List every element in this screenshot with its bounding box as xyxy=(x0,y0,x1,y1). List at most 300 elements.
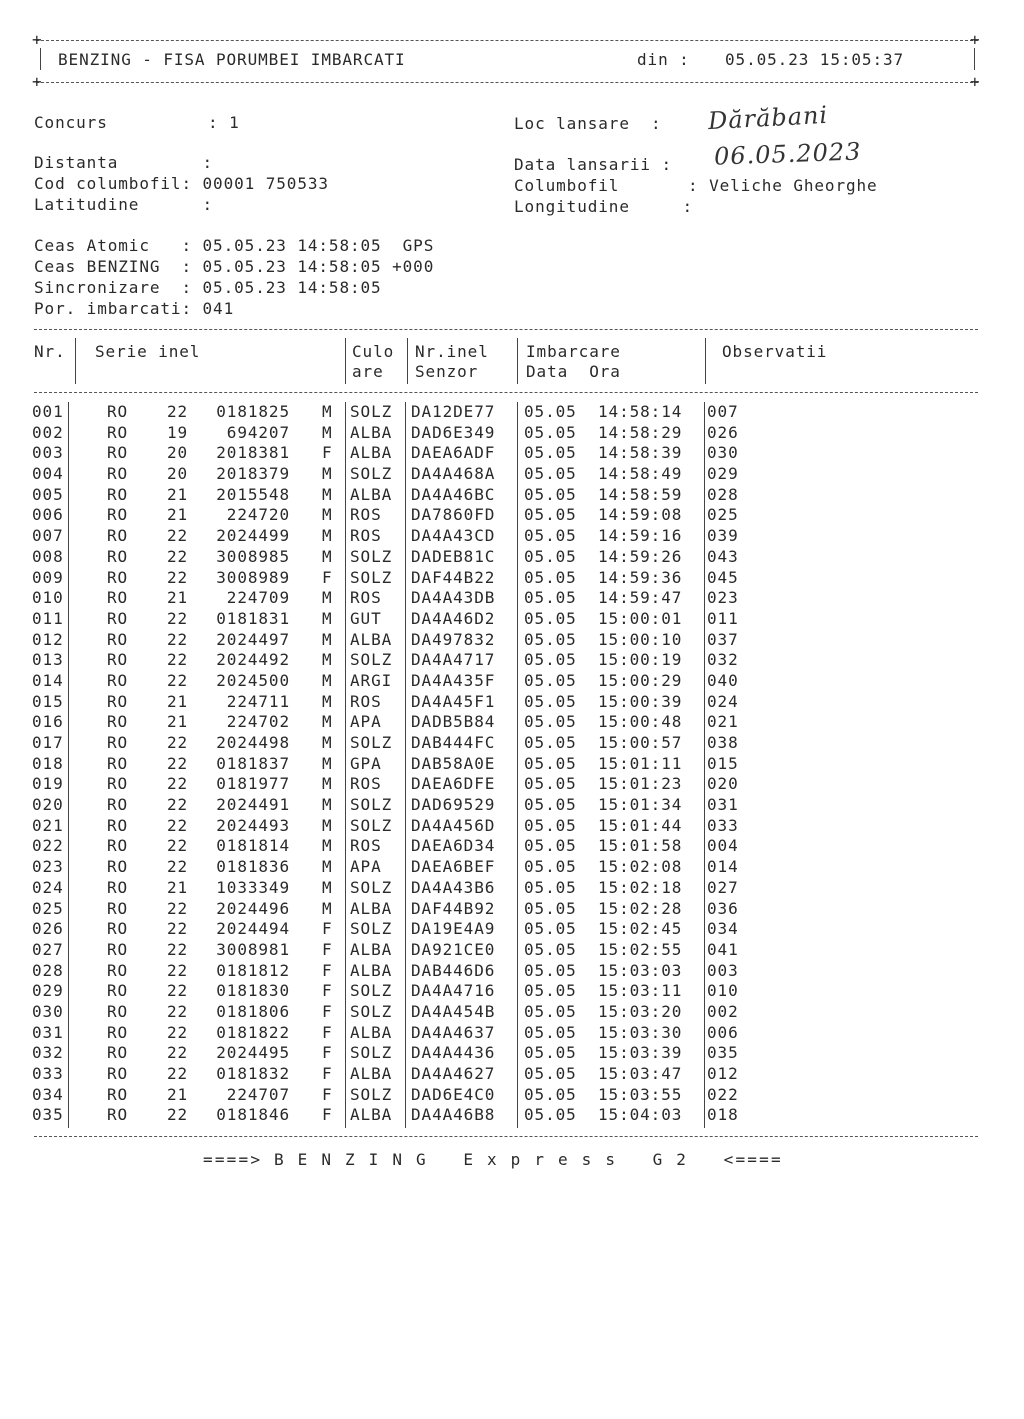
row-data: 05.05 xyxy=(524,774,577,794)
row-ora: 15:00:01 xyxy=(598,608,683,628)
row-inel: 2018379 xyxy=(216,464,290,484)
row-senzor: DA4A4627 xyxy=(411,1064,496,1083)
row-observatii: 010 xyxy=(707,981,739,1001)
table-row xyxy=(32,712,792,733)
row-ora: 15:01:44 xyxy=(598,815,683,835)
row-sex: F xyxy=(322,443,333,463)
row-inel: 0181830 xyxy=(216,981,290,1001)
row-sex: M xyxy=(322,877,333,897)
row-an: 22 xyxy=(167,1043,189,1063)
row-observatii: 039 xyxy=(707,526,739,546)
row-observatii: 007 xyxy=(707,402,739,421)
row-inel: 224709 xyxy=(226,588,290,608)
row-inel: 0181836 xyxy=(216,857,290,877)
row-an: 22 xyxy=(167,1105,189,1125)
row-data: 05.05 xyxy=(524,443,577,463)
table-header-rule xyxy=(34,392,978,393)
row-an: 22 xyxy=(167,650,189,670)
row-data: 05.05 xyxy=(524,464,577,484)
row-ora: 15:00:57 xyxy=(598,733,683,752)
row-observatii: 027 xyxy=(707,877,739,897)
row-nr: 001 xyxy=(32,402,64,421)
col-sep-imbarcare xyxy=(705,338,706,384)
row-data: 05.05 xyxy=(524,753,577,773)
row-sex: F xyxy=(322,1001,333,1021)
row-tara: RO xyxy=(107,898,129,918)
row-observatii: 011 xyxy=(707,608,739,628)
col-sep-serie xyxy=(345,338,346,384)
table-row xyxy=(32,961,792,982)
row-observatii: 023 xyxy=(707,588,739,608)
row-culoare: GPA xyxy=(350,753,382,773)
row-tara: RO xyxy=(107,567,129,587)
row-culoare: SOLZ xyxy=(350,795,393,815)
row-nr: 003 xyxy=(32,443,64,463)
row-observatii: 018 xyxy=(707,1105,739,1125)
row-sex: F xyxy=(322,567,333,587)
row-ora: 15:03:03 xyxy=(598,960,683,980)
row-senzor: DA921CE0 xyxy=(411,939,496,959)
row-nr: 018 xyxy=(32,753,64,773)
col-header-are: are xyxy=(352,362,384,381)
row-tara: RO xyxy=(107,443,129,463)
row-tara: RO xyxy=(107,815,129,835)
table-row xyxy=(32,1023,792,1044)
row-tara: RO xyxy=(107,484,129,504)
col-header-observatii: Observatii xyxy=(722,342,828,361)
col-header-serie: Serie inel xyxy=(95,342,201,361)
row-inel: 0181822 xyxy=(216,1022,290,1042)
table-row xyxy=(32,1105,792,1126)
distanta-label: Distanta : xyxy=(34,153,214,172)
row-an: 21 xyxy=(167,484,189,504)
footer-brand: ====> B E N Z I N G E x p r e s s G 2 <==== xyxy=(203,1150,783,1169)
row-ora: 14:59:16 xyxy=(598,526,683,546)
row-sex: F xyxy=(322,1105,333,1125)
table-row xyxy=(32,940,792,961)
row-ora: 14:59:36 xyxy=(598,567,683,587)
row-culoare: ALBA xyxy=(350,484,393,504)
table-row xyxy=(32,526,792,547)
table-row xyxy=(32,671,792,692)
row-observatii: 034 xyxy=(707,919,739,939)
row-senzor: DADEB81C xyxy=(411,546,496,566)
table-row xyxy=(32,402,792,423)
table-row xyxy=(32,630,792,651)
row-data: 05.05 xyxy=(524,836,577,856)
row-sex: M xyxy=(322,712,333,732)
row-senzor: DAEA6ADF xyxy=(411,443,496,463)
row-an: 22 xyxy=(167,774,189,794)
row-culoare: ALBA xyxy=(350,939,393,959)
report-timestamp: 05.05.23 15:05:37 xyxy=(725,50,905,69)
row-tara: RO xyxy=(107,1105,129,1125)
row-observatii: 030 xyxy=(707,443,739,463)
row-tara: RO xyxy=(107,1084,129,1104)
row-an: 22 xyxy=(167,1064,189,1083)
row-ora: 15:01:11 xyxy=(598,753,683,773)
row-sex: M xyxy=(322,588,333,608)
row-tara: RO xyxy=(107,464,129,484)
row-ora: 15:03:47 xyxy=(598,1064,683,1083)
row-tara: RO xyxy=(107,1064,129,1083)
row-an: 22 xyxy=(167,753,189,773)
loc-lansare-label: Loc lansare : xyxy=(514,114,662,133)
table-row xyxy=(32,568,792,589)
row-observatii: 028 xyxy=(707,484,739,504)
row-an: 22 xyxy=(167,960,189,980)
row-an: 22 xyxy=(167,981,189,1001)
row-sex: M xyxy=(322,402,333,421)
row-data: 05.05 xyxy=(524,650,577,670)
row-culoare: SOLZ xyxy=(350,877,393,897)
row-culoare: APA xyxy=(350,857,382,877)
table-row xyxy=(32,754,792,775)
row-nr: 019 xyxy=(32,774,64,794)
row-culoare: ALBA xyxy=(350,1064,393,1083)
row-senzor: DAB446D6 xyxy=(411,960,496,980)
row-tara: RO xyxy=(107,1043,129,1063)
row-senzor: DA4A4436 xyxy=(411,1043,496,1063)
row-senzor: DA12DE77 xyxy=(411,402,496,421)
row-nr: 005 xyxy=(32,484,64,504)
row-data: 05.05 xyxy=(524,960,577,980)
col-sep-nr xyxy=(75,338,76,384)
row-inel: 2024499 xyxy=(216,526,290,546)
row-nr: 002 xyxy=(32,422,64,442)
row-ora: 15:02:08 xyxy=(598,857,683,877)
row-senzor: DAD69529 xyxy=(411,795,496,815)
row-data: 05.05 xyxy=(524,857,577,877)
row-ora: 15:00:29 xyxy=(598,670,683,690)
row-observatii: 040 xyxy=(707,670,739,690)
row-inel: 0181831 xyxy=(216,608,290,628)
row-data: 05.05 xyxy=(524,484,577,504)
row-tara: RO xyxy=(107,774,129,794)
row-sex: M xyxy=(322,464,333,484)
row-tara: RO xyxy=(107,795,129,815)
row-sex: F xyxy=(322,1064,333,1083)
row-senzor: DA7860FD xyxy=(411,505,496,525)
row-ora: 15:04:03 xyxy=(598,1105,683,1125)
row-observatii: 038 xyxy=(707,733,739,752)
row-data: 05.05 xyxy=(524,588,577,608)
row-observatii: 014 xyxy=(707,857,739,877)
row-an: 22 xyxy=(167,919,189,939)
row-an: 22 xyxy=(167,795,189,815)
ceas-benzing: Ceas BENZING : 05.05.23 14:58:05 +000 xyxy=(34,257,435,276)
columbofil-label: Columbofil xyxy=(514,176,620,195)
row-senzor: DAD6E4C0 xyxy=(411,1084,496,1104)
row-ora: 15:02:55 xyxy=(598,939,683,959)
row-inel: 224720 xyxy=(226,505,290,525)
row-data: 05.05 xyxy=(524,1043,577,1063)
col-header-culo: Culo xyxy=(352,342,395,361)
sincronizare: Sincronizare : 05.05.23 14:58:05 xyxy=(34,278,382,297)
row-nr: 030 xyxy=(32,1001,64,1021)
row-data: 05.05 xyxy=(524,919,577,939)
table-row xyxy=(32,423,792,444)
loc-lansare-handwritten: Dărăbani xyxy=(707,100,829,136)
row-tara: RO xyxy=(107,546,129,566)
table-row xyxy=(32,547,792,568)
title-corner-br: + xyxy=(970,72,981,91)
row-observatii: 025 xyxy=(707,505,739,525)
col-header-imbarcare: Imbarcare xyxy=(526,342,621,361)
row-inel: 3008985 xyxy=(216,546,290,566)
row-culoare: ROS xyxy=(350,691,382,711)
row-an: 21 xyxy=(167,1084,189,1104)
row-culoare: ALBA xyxy=(350,443,393,463)
data-lansarii-handwritten: 06.05.2023 xyxy=(713,137,862,171)
data-lansarii-label: Data lansarii : xyxy=(514,155,673,174)
row-culoare: SOLZ xyxy=(350,733,393,752)
row-inel: 2024500 xyxy=(216,670,290,690)
row-sex: M xyxy=(322,774,333,794)
row-data: 05.05 xyxy=(524,1022,577,1042)
row-observatii: 045 xyxy=(707,567,739,587)
row-culoare: ROS xyxy=(350,526,382,546)
table-row xyxy=(32,464,792,485)
row-inel: 224711 xyxy=(226,691,290,711)
row-an: 19 xyxy=(167,422,189,442)
col-header-nrinel: Nr.inel xyxy=(415,342,489,361)
row-culoare: ARGI xyxy=(350,670,393,690)
row-senzor: DAB444FC xyxy=(411,733,496,752)
row-culoare: ROS xyxy=(350,774,382,794)
row-sex: M xyxy=(322,422,333,442)
row-ora: 15:02:45 xyxy=(598,919,683,939)
row-data: 05.05 xyxy=(524,629,577,649)
row-observatii: 026 xyxy=(707,422,739,442)
table-row xyxy=(32,795,792,816)
row-ora: 15:00:48 xyxy=(598,712,683,732)
row-nr: 035 xyxy=(32,1105,64,1125)
row-tara: RO xyxy=(107,402,129,421)
row-an: 21 xyxy=(167,877,189,897)
row-culoare: SOLZ xyxy=(350,1084,393,1104)
row-tara: RO xyxy=(107,733,129,752)
row-senzor: DA4A4716 xyxy=(411,981,496,1001)
row-tara: RO xyxy=(107,960,129,980)
row-inel: 1033349 xyxy=(216,877,290,897)
table-row xyxy=(32,878,792,899)
row-an: 22 xyxy=(167,733,189,752)
row-culoare: SOLZ xyxy=(350,981,393,1001)
row-data: 05.05 xyxy=(524,815,577,835)
row-inel: 0181832 xyxy=(216,1064,290,1083)
row-observatii: 035 xyxy=(707,1043,739,1063)
row-ora: 14:58:39 xyxy=(598,443,683,463)
table-row xyxy=(32,899,792,920)
row-inel: 2018381 xyxy=(216,443,290,463)
table-row xyxy=(32,1043,792,1064)
row-ora: 15:01:23 xyxy=(598,774,683,794)
row-inel: 2024495 xyxy=(216,1043,290,1063)
table-row xyxy=(32,505,792,526)
row-nr: 013 xyxy=(32,650,64,670)
row-culoare: SOLZ xyxy=(350,919,393,939)
row-senzor: DAD6E349 xyxy=(411,422,496,442)
row-an: 22 xyxy=(167,670,189,690)
row-data: 05.05 xyxy=(524,422,577,442)
row-nr: 028 xyxy=(32,960,64,980)
title-left-border xyxy=(40,48,41,70)
row-ora: 14:58:29 xyxy=(598,422,683,442)
report-din-label: din : xyxy=(637,50,690,69)
row-inel: 0181812 xyxy=(216,960,290,980)
row-nr: 026 xyxy=(32,919,64,939)
row-tara: RO xyxy=(107,691,129,711)
row-culoare: ALBA xyxy=(350,960,393,980)
table-row xyxy=(32,1064,792,1085)
row-sex: F xyxy=(322,1084,333,1104)
row-sex: M xyxy=(322,836,333,856)
concurs-label: Concurs xyxy=(34,113,108,132)
col-sep-senzor xyxy=(517,338,518,384)
col-sep-culoare xyxy=(407,338,408,384)
row-culoare: SOLZ xyxy=(350,815,393,835)
row-data: 05.05 xyxy=(524,1084,577,1104)
row-ora: 15:02:18 xyxy=(598,877,683,897)
row-observatii: 022 xyxy=(707,1084,739,1104)
row-culoare: ALBA xyxy=(350,898,393,918)
row-tara: RO xyxy=(107,919,129,939)
row-nr: 017 xyxy=(32,733,64,752)
row-data: 05.05 xyxy=(524,712,577,732)
row-data: 05.05 xyxy=(524,981,577,1001)
row-culoare: ALBA xyxy=(350,422,393,442)
row-tara: RO xyxy=(107,712,129,732)
row-observatii: 006 xyxy=(707,1022,739,1042)
row-ora: 15:01:34 xyxy=(598,795,683,815)
row-observatii: 029 xyxy=(707,464,739,484)
row-observatii: 024 xyxy=(707,691,739,711)
row-data: 05.05 xyxy=(524,546,577,566)
table-row xyxy=(32,485,792,506)
row-an: 22 xyxy=(167,1022,189,1042)
row-sex: M xyxy=(322,629,333,649)
row-sex: F xyxy=(322,981,333,1001)
table-row xyxy=(32,692,792,713)
row-an: 20 xyxy=(167,464,189,484)
row-ora: 14:59:47 xyxy=(598,588,683,608)
row-tara: RO xyxy=(107,753,129,773)
row-culoare: SOLZ xyxy=(350,464,393,484)
row-culoare: SOLZ xyxy=(350,567,393,587)
table-row xyxy=(32,650,792,671)
row-ora: 15:03:39 xyxy=(598,1043,683,1063)
row-tara: RO xyxy=(107,526,129,546)
row-an: 22 xyxy=(167,402,189,421)
table-row xyxy=(32,816,792,837)
title-right-border xyxy=(974,48,975,70)
col-header-senzor: Senzor xyxy=(415,362,479,381)
row-data: 05.05 xyxy=(524,1105,577,1125)
row-nr: 009 xyxy=(32,567,64,587)
row-culoare: ROS xyxy=(350,588,382,608)
row-nr: 015 xyxy=(32,691,64,711)
row-senzor: DA4A43DB xyxy=(411,588,496,608)
row-an: 22 xyxy=(167,898,189,918)
row-ora: 15:03:30 xyxy=(598,1022,683,1042)
row-culoare: GUT xyxy=(350,608,382,628)
row-observatii: 031 xyxy=(707,795,739,815)
row-ora: 14:58:59 xyxy=(598,484,683,504)
row-observatii: 032 xyxy=(707,650,739,670)
row-data: 05.05 xyxy=(524,795,577,815)
row-data: 05.05 xyxy=(524,608,577,628)
row-senzor: DAEA6BEF xyxy=(411,857,496,877)
row-senzor: DA4A46D2 xyxy=(411,608,496,628)
concurs-value: : 1 xyxy=(208,113,240,132)
row-observatii: 015 xyxy=(707,753,739,773)
col-header-nr: Nr. xyxy=(34,342,66,361)
table-row xyxy=(32,836,792,857)
row-nr: 024 xyxy=(32,877,64,897)
row-nr: 012 xyxy=(32,629,64,649)
row-tara: RO xyxy=(107,505,129,525)
row-nr: 023 xyxy=(32,857,64,877)
title-corner-tl: + xyxy=(32,30,43,49)
table-row xyxy=(32,981,792,1002)
row-tara: RO xyxy=(107,836,129,856)
row-an: 22 xyxy=(167,608,189,628)
row-nr: 032 xyxy=(32,1043,64,1063)
row-sex: M xyxy=(322,526,333,546)
row-sex: F xyxy=(322,1022,333,1042)
row-ora: 15:03:11 xyxy=(598,981,683,1001)
row-ora: 14:58:14 xyxy=(598,402,683,421)
row-inel: 2024494 xyxy=(216,919,290,939)
row-inel: 2024496 xyxy=(216,898,290,918)
row-nr: 014 xyxy=(32,670,64,690)
row-observatii: 002 xyxy=(707,1001,739,1021)
latitudine-label: Latitudine : xyxy=(34,195,214,214)
row-ora: 14:59:26 xyxy=(598,546,683,566)
row-data: 05.05 xyxy=(524,505,577,525)
table-row xyxy=(32,443,792,464)
row-observatii: 037 xyxy=(707,629,739,649)
title-top-rule xyxy=(36,40,978,41)
row-an: 22 xyxy=(167,857,189,877)
row-nr: 020 xyxy=(32,795,64,815)
row-ora: 14:58:49 xyxy=(598,464,683,484)
row-senzor: DA4A45F1 xyxy=(411,691,496,711)
row-ora: 14:59:08 xyxy=(598,505,683,525)
row-senzor: DA497832 xyxy=(411,629,496,649)
row-an: 21 xyxy=(167,691,189,711)
row-observatii: 033 xyxy=(707,815,739,835)
row-senzor: DA4A4717 xyxy=(411,650,496,670)
row-inel: 0181837 xyxy=(216,753,290,773)
row-nr: 034 xyxy=(32,1084,64,1104)
row-culoare: APA xyxy=(350,712,382,732)
row-nr: 021 xyxy=(32,815,64,835)
row-inel: 2024498 xyxy=(216,733,290,752)
row-sex: M xyxy=(322,546,333,566)
title-bottom-rule xyxy=(36,82,978,83)
row-tara: RO xyxy=(107,629,129,649)
row-ora: 15:00:39 xyxy=(598,691,683,711)
row-inel: 3008981 xyxy=(216,939,290,959)
row-an: 22 xyxy=(167,939,189,959)
row-sex: M xyxy=(322,608,333,628)
row-data: 05.05 xyxy=(524,691,577,711)
row-ora: 15:00:10 xyxy=(598,629,683,649)
row-tara: RO xyxy=(107,857,129,877)
row-culoare: SOLZ xyxy=(350,1043,393,1063)
